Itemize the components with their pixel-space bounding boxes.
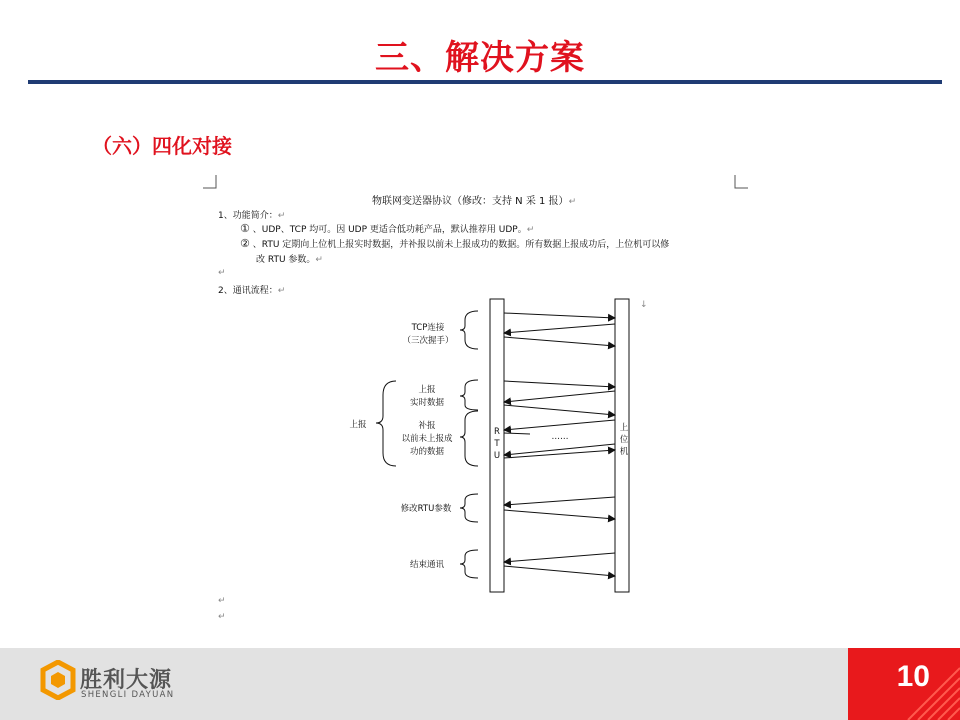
- arrow-realtime-1: [504, 381, 615, 387]
- arrow-realtime-2: [504, 391, 615, 402]
- rtu-letter-3: U: [493, 451, 501, 461]
- host-lifeline: [615, 299, 629, 592]
- company-name-en: SHENGLI DAYUAN: [81, 690, 175, 700]
- arrow-backfill-stub: [504, 433, 530, 434]
- label-end: 结束通讯: [409, 560, 445, 570]
- brace-end: [460, 550, 478, 578]
- label-realtime-1: 上报: [418, 385, 436, 395]
- arrow-tcp-2: [504, 324, 615, 333]
- company-logo-icon: [40, 660, 76, 700]
- doc-empty-line-1: ↵: [218, 268, 226, 278]
- arrow-backfill-4: [504, 450, 615, 458]
- arrow-tcp-1: [504, 313, 615, 318]
- arrow-backfill-3: [504, 444, 615, 455]
- label-realtime-2: 实时数据: [409, 398, 445, 408]
- doc-item2-line2: 改 RTU 参数。↵: [256, 255, 323, 265]
- brace-backfill: [460, 411, 478, 466]
- diagram-ellipsis: ……: [551, 432, 569, 442]
- brace-tcp: [460, 311, 478, 349]
- doc-item2-line1: ② 、RTU 定期向上位机上报实时数据，并补报以前未上报成功的数据。所有数据上报成功后，上位机可以修: [240, 237, 670, 250]
- doc-down-arrow: ↓: [640, 300, 648, 310]
- label-tcp-2: （三次握手）: [402, 336, 454, 346]
- brace-realtime: [460, 380, 478, 410]
- arrow-tcp-3: [504, 337, 615, 346]
- doc-title: 物联网变送器协议（修改：支持 N 采 1 报）↵: [372, 196, 577, 207]
- doc-empty-line-2: ↵: [218, 596, 226, 606]
- brace-modify: [460, 494, 478, 522]
- arrow-end-2: [504, 566, 615, 576]
- company-name-cn: 胜利大源: [80, 668, 173, 693]
- rtu-letter-1: R: [494, 427, 500, 437]
- doc-empty-line-3: ↵: [218, 612, 226, 622]
- arrow-modify-2: [504, 510, 615, 519]
- label-modify: 修改RTU参数: [400, 504, 452, 514]
- arrow-modify-1: [504, 497, 615, 505]
- label-backfill-1: 补报: [418, 421, 436, 431]
- slide-title: 三、解决方案: [375, 38, 585, 78]
- label-backfill-3: 功的数据: [409, 447, 445, 457]
- arrow-backfill-1: [504, 405, 615, 415]
- brace-report: [376, 381, 396, 466]
- arrow-end-1: [504, 553, 615, 562]
- arrow-backfill-2: [504, 420, 615, 430]
- label-report-outer: 上报: [349, 420, 367, 430]
- section-heading: （六）四化对接: [92, 134, 232, 158]
- page-number-badge: [848, 648, 960, 720]
- label-tcp-1: TCP连接: [411, 323, 445, 333]
- host-letter-2: 位: [619, 435, 629, 445]
- host-letter-1: 上: [619, 423, 629, 433]
- rtu-letter-2: T: [494, 439, 500, 449]
- host-letter-3: 机: [619, 447, 629, 457]
- doc-section1-heading: 1、功能简介：↵: [218, 211, 286, 221]
- page-number: 10: [896, 660, 930, 693]
- doc-section2-heading: 2、通讯流程：↵: [218, 286, 286, 296]
- doc-item1: ① 、UDP、TCP 均可。因 UDP 更适合低功耗产品，默认推荐用 UDP。↵: [240, 222, 535, 235]
- label-backfill-2: 以前未上报成: [401, 434, 453, 444]
